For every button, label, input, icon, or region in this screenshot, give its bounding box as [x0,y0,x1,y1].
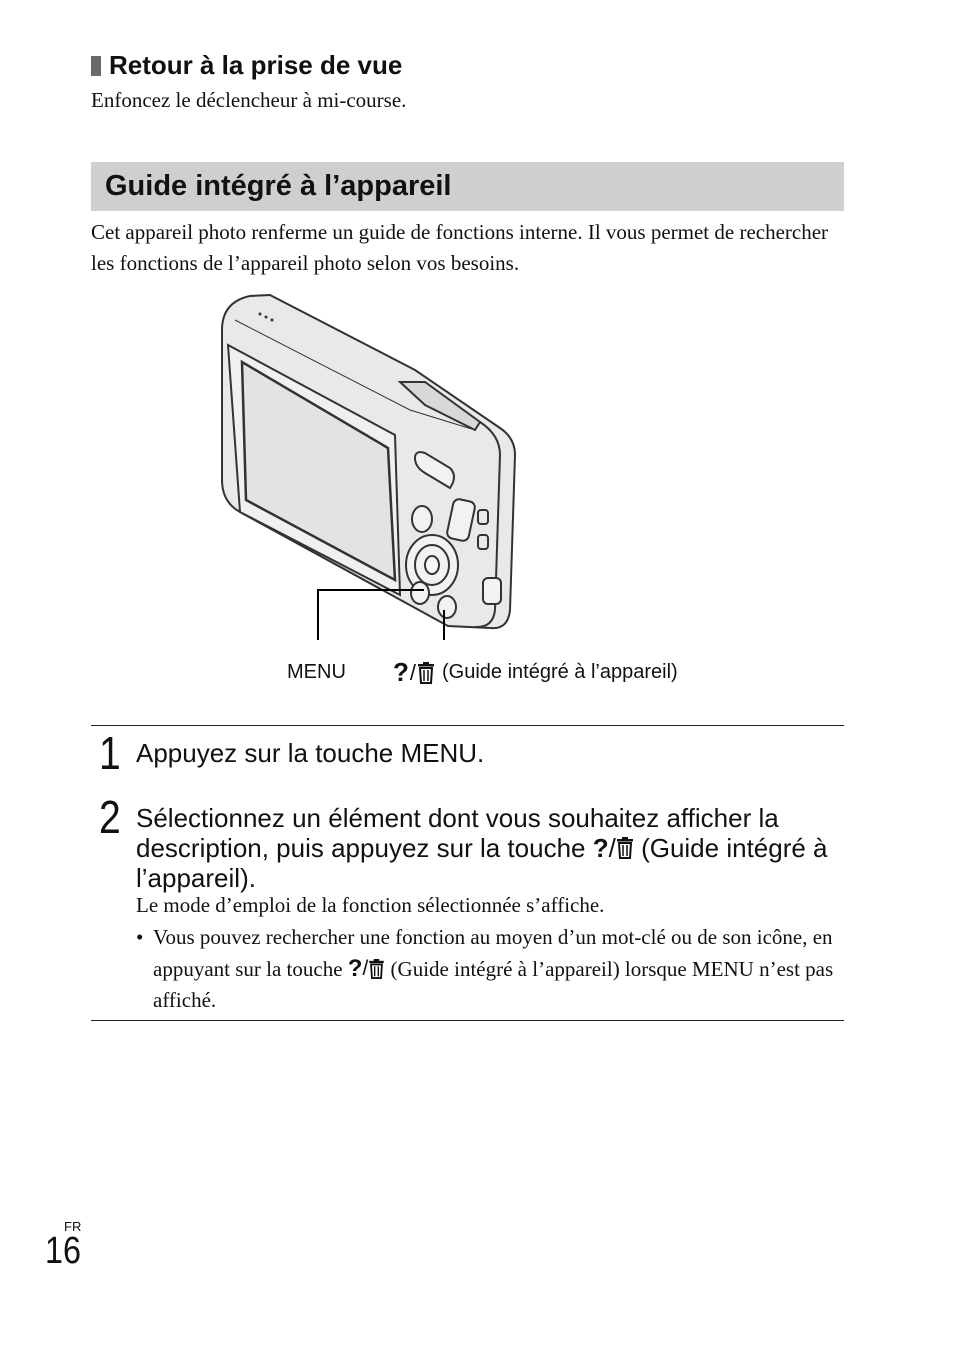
sub-heading [91,48,402,82]
section-description: Cet appareil photo renferme un guide de fonctions interne. Il vous permet de rechercher les fonctions de l’appareil photo selon vos besoins. [91,220,829,275]
heading-square-icon [91,56,101,76]
question-mark-icon: ? [393,657,409,687]
step-2-text-after: (Guide intégré à l’appareil). [136,833,828,893]
camera-illustration [210,290,530,640]
steps-top-rule [91,725,844,726]
section-title-bar [91,162,844,211]
section-title: Guide intégré à l’appareil [105,170,452,202]
step-1-text: Appuyez sur la touche MENU. [136,738,485,768]
bullet-mark: • [136,925,144,949]
slash-separator: / [409,659,417,685]
trash-icon [417,662,435,684]
step-1-number: 1 [99,727,121,779]
step-2-text-before: Sélectionnez un élément dont vous souhaitez afficher la description, puis appuyez sur la touche [136,803,779,863]
page-number: 16 [45,1230,81,1272]
trash-icon [368,959,385,979]
slash-separator: / [362,957,369,980]
label-guide-text: (Guide intégré à l’appareil) [442,661,678,683]
trash-icon [616,837,634,859]
bullet-text-before: Vous pouvez rechercher une fonction au moyen d’un mot-clé ou de son icône, en appuyant sur la touche [153,925,833,981]
label-menu: MENU [287,661,346,683]
step-2-number: 2 [99,791,121,843]
slash-separator: / [608,833,616,863]
steps-bottom-rule [91,1020,844,1021]
question-mark-icon: ? [592,833,609,863]
question-mark-icon: ? [347,955,363,982]
step-2-note: Le mode d’emploi de la fonction sélectionnée s’affiche. [136,893,605,917]
step-2-text [136,803,856,893]
language-label: FR [64,1219,82,1234]
intro-line: Enfoncez le déclencheur à mi-course. [91,88,407,112]
step-2-bullet [136,922,846,1016]
label-guide [393,657,678,688]
bullet-text-after: (Guide intégré à l’appareil) lorsque MENU n’est pas affiché. [153,957,834,1012]
sub-heading-text: Retour à la prise de vue [109,49,403,80]
